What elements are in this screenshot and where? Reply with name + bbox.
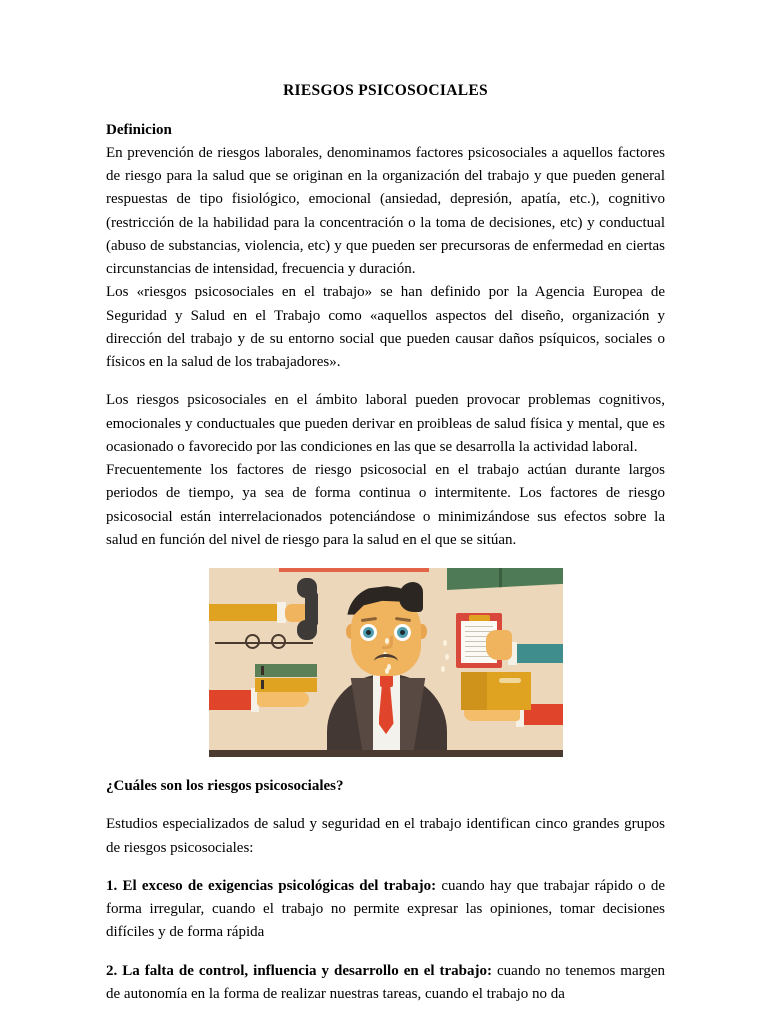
books-arm-hand — [257, 692, 309, 707]
document-content — [106, 82, 665, 1006]
sweat-drop — [445, 654, 449, 660]
eye-left — [360, 624, 377, 641]
paragraph-ambito-laboral: Los riesgos psicosociales en el ámbito laboral pueden provocar problemas cognitivos, emocionales y conductuales que pueden derivar en proibleas de salud física y mental, que es ocasionado o favorecido por las condiciones en las que se desarrolla la actividad laboral. — [106, 392, 665, 455]
frowning-mouth — [374, 654, 398, 669]
risk-item-2-lead: 2. La falta de control, influencia y desarrollo en el trabajo: — [106, 962, 493, 979]
clipboard-arm-sleeve — [515, 644, 563, 663]
clipboard-arm-hand — [486, 630, 512, 660]
paragraph-estudios: Estudios especializados de salud y seguridad en el trabajo identifican cinco grandes grupos de riesgos psicosociales: — [106, 816, 665, 856]
risk-item-2 — [106, 960, 665, 1007]
green-book-icon — [255, 664, 317, 677]
yellow-book-mark — [261, 680, 264, 689]
pupil-left — [366, 630, 371, 635]
paragraph-definition: En prevención de riesgos laborales, denominamos factores psicosociales a aquellos factores de riesgo para la salud que se originan en la organización del trabajo y que pueden general respuestas de tipo fisiológico, emocional (ansiedad, depresión, apatía, etc.), cognitivo (restricción de la habilidad para la concentración o la toma de decisiones, etc) y conductual (abuso de substancias, violencia, etc) y que pueden ser precursoras de enfermedad en ciertas circunstancias de intensidad, frecuencia y duración. — [106, 144, 665, 278]
risk-item-1-text: cuando hay que trabajar rápido o de forma irregular, cuando el trabajo no permite expresar las opiniones, tomar decisiones difíciles y de forma rápida — [106, 877, 665, 941]
hair-quiff — [399, 582, 423, 612]
paragraph-frecuentemente: Frecuentemente los factores de riesgo psicosocial en el trabajo actúan durante largos periodos de tiempo, ya sea de forma continua o intermitente. Los factores de riesgo psicosocial están interrelacionados potenciándose o minimizándose sus efectos sobre la salud en función del nivel de riesgo para la salud en el que se sitúan. — [106, 462, 665, 548]
box-left-face — [461, 672, 487, 710]
telephone-handset-icon — [297, 578, 317, 640]
green-book-mark — [261, 666, 264, 675]
risk-item-1-lead: 1. El exceso de exigencias psicológicas del trabajo: — [106, 877, 437, 894]
sweat-drop — [441, 666, 445, 672]
question-heading: ¿Cuáles son los riesgos psicosociales? — [106, 778, 344, 795]
shelf-divider — [499, 568, 502, 587]
sweat-drop — [385, 668, 389, 674]
iris-right — [397, 627, 408, 638]
definition-heading: Definicion — [106, 121, 172, 138]
yellow-book-icon — [255, 678, 317, 692]
risk-item-1 — [106, 875, 665, 945]
eye-right — [394, 624, 411, 641]
sweat-drop — [443, 640, 447, 646]
phone-arm-sleeve — [209, 604, 279, 621]
top-red-line-decor — [279, 568, 429, 572]
page-title: RIESGOS PSICOSOCIALES — [283, 82, 488, 99]
figure-stressed-worker — [106, 568, 665, 757]
stressed-worker-figure — [321, 574, 453, 757]
cord-loop-one — [245, 634, 260, 649]
books-arm-sleeve — [209, 690, 253, 710]
box-handle-slot — [499, 678, 521, 683]
nose — [382, 636, 393, 649]
risk-item-2-text: cuando no tenemos margen de autonomía en la forma de realizar nuestras tareas, cuando el trabajo no da — [106, 962, 665, 1002]
telephone-cord — [215, 632, 313, 646]
iris-left — [363, 627, 374, 638]
pupil-right — [400, 630, 405, 635]
cord-line — [215, 642, 313, 644]
cardboard-box-icon — [461, 672, 531, 710]
cord-loop-two — [271, 634, 286, 649]
paragraph-agencia-europea: Los «riesgos psicosociales en el trabajo» se han definido por la Agencia Europea de Seguridad y Salud en el Trabajo como «aquellos aspectos del diseño, organización y dirección del trabajo y de su entorno social que pueden causar daños psíquicos, sociales o físicos en la salud de los trabajadores». — [106, 284, 665, 371]
desk-surface — [209, 750, 563, 757]
green-shelf-icon — [447, 568, 563, 590]
necktie-knot — [380, 675, 393, 687]
illustration-canvas — [209, 568, 563, 757]
